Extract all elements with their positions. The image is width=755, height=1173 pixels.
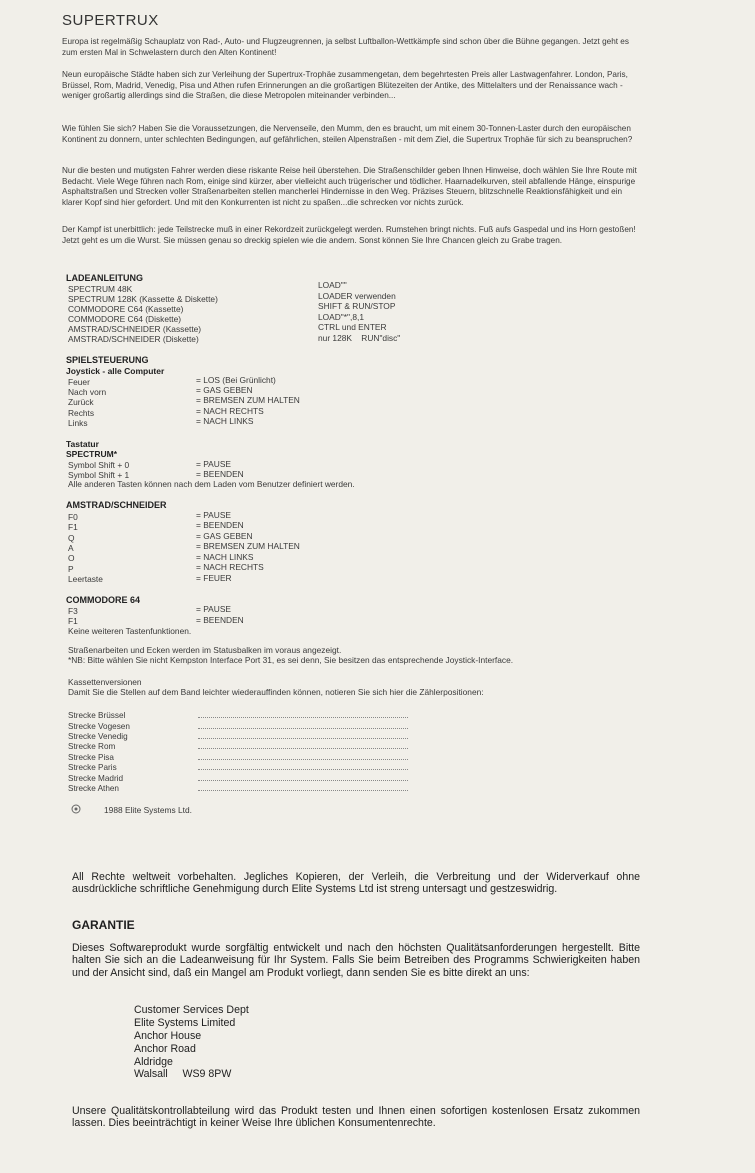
tape-stage-row — [68, 774, 123, 783]
copyright-logo-icon — [70, 804, 82, 814]
tape-stage-row — [68, 763, 117, 772]
control-key: O — [68, 553, 75, 563]
control-action: = LOS (Bei Grünlicht) — [196, 375, 276, 385]
c64-heading: COMMODORE 64 — [66, 595, 141, 605]
spectrum-note: Alle anderen Tasten können nach dem Laden vom Benutzer definiert werden. — [68, 479, 355, 489]
tape-stage-row — [68, 711, 125, 720]
tape-heading: Kassettenversionen — [68, 677, 142, 687]
counter-blank — [198, 790, 408, 791]
control-key: Nach vorn — [68, 387, 107, 397]
spectrum-heading: SPECTRUM* — [66, 449, 118, 459]
loading-system: COMMODORE C64 (Kassette) — [68, 304, 184, 314]
loading-command: CTRL und ENTER — [318, 322, 387, 332]
control-key: Zurück — [68, 397, 94, 407]
counter-blank — [198, 759, 408, 760]
joystick-heading: Joystick - alle Computer — [66, 366, 165, 376]
control-key: F1 — [68, 522, 78, 532]
tape-stage-label: Strecke Vogesen — [68, 722, 130, 731]
loading-system: SPECTRUM 48K — [68, 284, 133, 294]
control-action: = PAUSE — [196, 604, 231, 614]
intro-paragraph-5: Der Kampf ist unerbittlich: jede Teilstrecke muß in einer Rekordzeit zurückgelegt werden. Rumstehen bringt nichts. Fuß aufs Gaspedal und ins Horn gestoßen! Jetzt geht es um die Wurst. Sie müssen genau so dreckig spielen wie die andern. Sonst können Sie Ihre Chancen gleich zu Grabe tragen. — [62, 225, 636, 245]
control-key: F0 — [68, 512, 78, 522]
control-key: F1 — [68, 616, 78, 626]
tape-stage-row — [68, 784, 119, 793]
control-action: = PAUSE — [196, 510, 231, 520]
address-line: Aldridge — [134, 1056, 173, 1068]
loading-command: LOAD"*",8,1 — [318, 312, 364, 322]
intro-paragraph-2: Neun europäische Städte haben sich zur Verleihung der Supertrux-Trophäe zusammengetan, dem begehrtesten Preis aller Lastwagenfahrer. London, Paris, Brüssel, Rom, Madrid, Venedig, Pisa und Athen rufen Erinnerungen an die großartigen Blütezeiten der Antike, des Mittelalters und der Renaissance wach - weniger großartig allerdings sind die Straßen, die diese Metropolen miteinander verbinden... — [62, 70, 628, 101]
loading-system: AMSTRAD/SCHNEIDER (Kassette) — [68, 324, 202, 334]
address-line: Elite Systems Limited — [134, 1017, 236, 1029]
control-key: Symbol Shift + 0 — [68, 460, 130, 470]
address-line: Customer Services Dept — [134, 1004, 249, 1016]
tape-stage-label: Strecke Brüssel — [68, 711, 126, 720]
tape-stage-label: Strecke Athen — [68, 784, 119, 793]
loading-command: LOAD"" — [318, 280, 347, 290]
tape-stage-row — [68, 753, 114, 762]
guarantee-paragraph: Dieses Softwareprodukt wurde sorgfältig entwickelt und nach den höchsten Qualitätsanforderungen hergestellt. Bitte halten Sie sich an die Ladeanweisung für Ihr System. Falls Sie beim Betreiben des Programms Schwierigkeiten haben und der Ansicht sind, daß ein Mangel am Produkt vorliegt, dann senden Sie es bitte direkt an uns: — [72, 942, 640, 979]
control-action: = GAS GEBEN — [196, 531, 253, 541]
tape-stage-row — [68, 722, 130, 731]
control-action: = BEENDEN — [196, 469, 244, 479]
intro-paragraph-3: Wie fühlen Sie sich? Haben Sie die Voraussetzungen, die Nervenseile, den Mumm, den es braucht, um mit einem 30-Tonnen-Laster durch den europäischen Kontinent zu donnern, unter schlechten Bedingungen, auf gefährlichen, steilen Alpenstraßen - mit dem Ziel, die Supertrux Trophäe für sich zu beanspruchen? — [62, 124, 633, 144]
tape-stage-label: Strecke Rom — [68, 742, 116, 751]
control-key: Feuer — [68, 377, 90, 387]
kempston-note: *NB: Bitte wählen Sie nicht Kempston Interface Port 31, es sei denn, Sie besitzen das entsprechende Joystick-Interface. — [68, 655, 514, 665]
tape-stage-row — [68, 742, 115, 751]
intro-paragraph-1: Europa ist regelmäßig Schauplatz von Rad-, Auto- und Flugzeugrennen, ja selbst Luftballon-Wettkämpfe sind schon über die Bühne gegangen. Jetzt geht es zum ersten Mal in Schwelastern durch den Alten Kontinent! — [62, 37, 629, 57]
loading-command: SHIFT & RUN/STOP — [318, 301, 396, 311]
control-key: Q — [68, 533, 75, 543]
copyright-text: 1988 Elite Systems Ltd. — [104, 805, 192, 815]
control-key: Rechts — [68, 408, 95, 418]
counter-blank — [198, 780, 408, 781]
address-line: Walsall WS9 8PW — [134, 1068, 232, 1080]
control-key: P — [68, 564, 74, 574]
tape-stage-label: Strecke Paris — [68, 763, 117, 772]
tape-stage-label: Strecke Madrid — [68, 774, 124, 783]
control-action: = GAS GEBEN — [196, 385, 253, 395]
roadworks-note: Straßenarbeiten und Ecken werden im Statusbalken im voraus angezeigt. — [68, 645, 342, 655]
counter-blank — [198, 769, 408, 770]
loading-command: LOADER verwenden — [318, 291, 396, 301]
loading-heading: LADEANLEITUNG — [66, 273, 143, 283]
control-action: = NACH LINKS — [196, 416, 254, 426]
tape-stage-row — [68, 732, 128, 741]
c64-note: Keine weiteren Tastenfunktionen. — [68, 626, 192, 636]
controls-heading: SPIELSTEUERUNG — [66, 355, 149, 365]
tape-stage-label: Strecke Venedig — [68, 732, 128, 741]
control-key: Symbol Shift + 1 — [68, 470, 130, 480]
rights-paragraph: All Rechte weltweit vorbehalten. Jegliches Kopieren, der Verleih, die Verbreitung und der Widerverkauf ohne ausdrückliche schriftliche Genehmigung durch Elite Systems Ltd ist streng untersagt und gestzeswidrig. — [72, 871, 640, 896]
guarantee-heading: GARANTIE — [72, 918, 135, 932]
control-action: = NACH RECHTS — [196, 562, 264, 572]
address-line: Anchor House — [134, 1030, 202, 1042]
counter-blank — [198, 728, 408, 729]
keyboard-heading: Tastatur — [66, 439, 99, 449]
control-action: = NACH LINKS — [196, 552, 254, 562]
control-key: F3 — [68, 606, 78, 616]
control-action: = BEENDEN — [196, 615, 244, 625]
tape-stage-label: Strecke Pisa — [68, 753, 114, 762]
loading-system: AMSTRAD/SCHNEIDER (Diskette) — [68, 334, 199, 344]
counter-blank — [198, 738, 408, 739]
control-action: = FEUER — [196, 573, 232, 583]
loading-system: SPECTRUM 128K (Kassette & Diskette) — [68, 294, 218, 304]
loading-system: COMMODORE C64 (Diskette) — [68, 314, 182, 324]
control-action: = PAUSE — [196, 459, 231, 469]
control-key: A — [68, 543, 74, 553]
loading-command: nur 128K RUN"disc" — [318, 333, 401, 343]
counter-blank — [198, 748, 408, 749]
control-action: = BREMSEN ZUM HALTEN — [196, 395, 300, 405]
control-key: Leertaste — [68, 574, 103, 584]
control-action: = NACH RECHTS — [196, 406, 264, 416]
control-action: = BREMSEN ZUM HALTEN — [196, 541, 300, 551]
control-action: = BEENDEN — [196, 520, 244, 530]
control-key: Links — [68, 418, 88, 428]
amstrad-heading: AMSTRAD/SCHNEIDER — [66, 500, 167, 510]
closing-paragraph: Unsere Qualitätskontrollabteilung wird das Produkt testen und Ihnen einen sofortigen kostenlosen Ersatz zukommen lassen. Dies beeinträchtigt in keiner Weise Ihre üblichen Konsumentenrechte. — [72, 1105, 640, 1130]
intro-paragraph-4: Nur die besten und mutigsten Fahrer werden diese riskante Reise heil überstehen. Die Straßenschilder geben Ihnen Hinweise, doch wählen Sie Ihre Route mit Bedacht. Viele Wege führen nach Rom, einige sind kürzer, aber vielleicht auch trügerischer und tödlicher. Haarnadelkurven, steil abfallende Hänge, einspurige Asphaltstraßen und Strecken voller Straßenarbeiten stellen mancherlei Hindernisse in den Weg. Präzises Steuern, blitzschnelle Reaktionsfähigkeit und ein klarer Kopf sind hier gefordert. Und mit den Konkurrenten ist nicht zu spaßen...die schrecken vor nichts zurück. — [62, 166, 637, 207]
page-title: SUPERTRUX — [62, 12, 159, 29]
address-line: Anchor Road — [134, 1043, 196, 1055]
counter-blank — [198, 717, 408, 718]
tape-text: Damit Sie die Stellen auf dem Band leichter wiederauffinden können, notieren Sie sich hier die Zählerpositionen: — [68, 687, 484, 697]
